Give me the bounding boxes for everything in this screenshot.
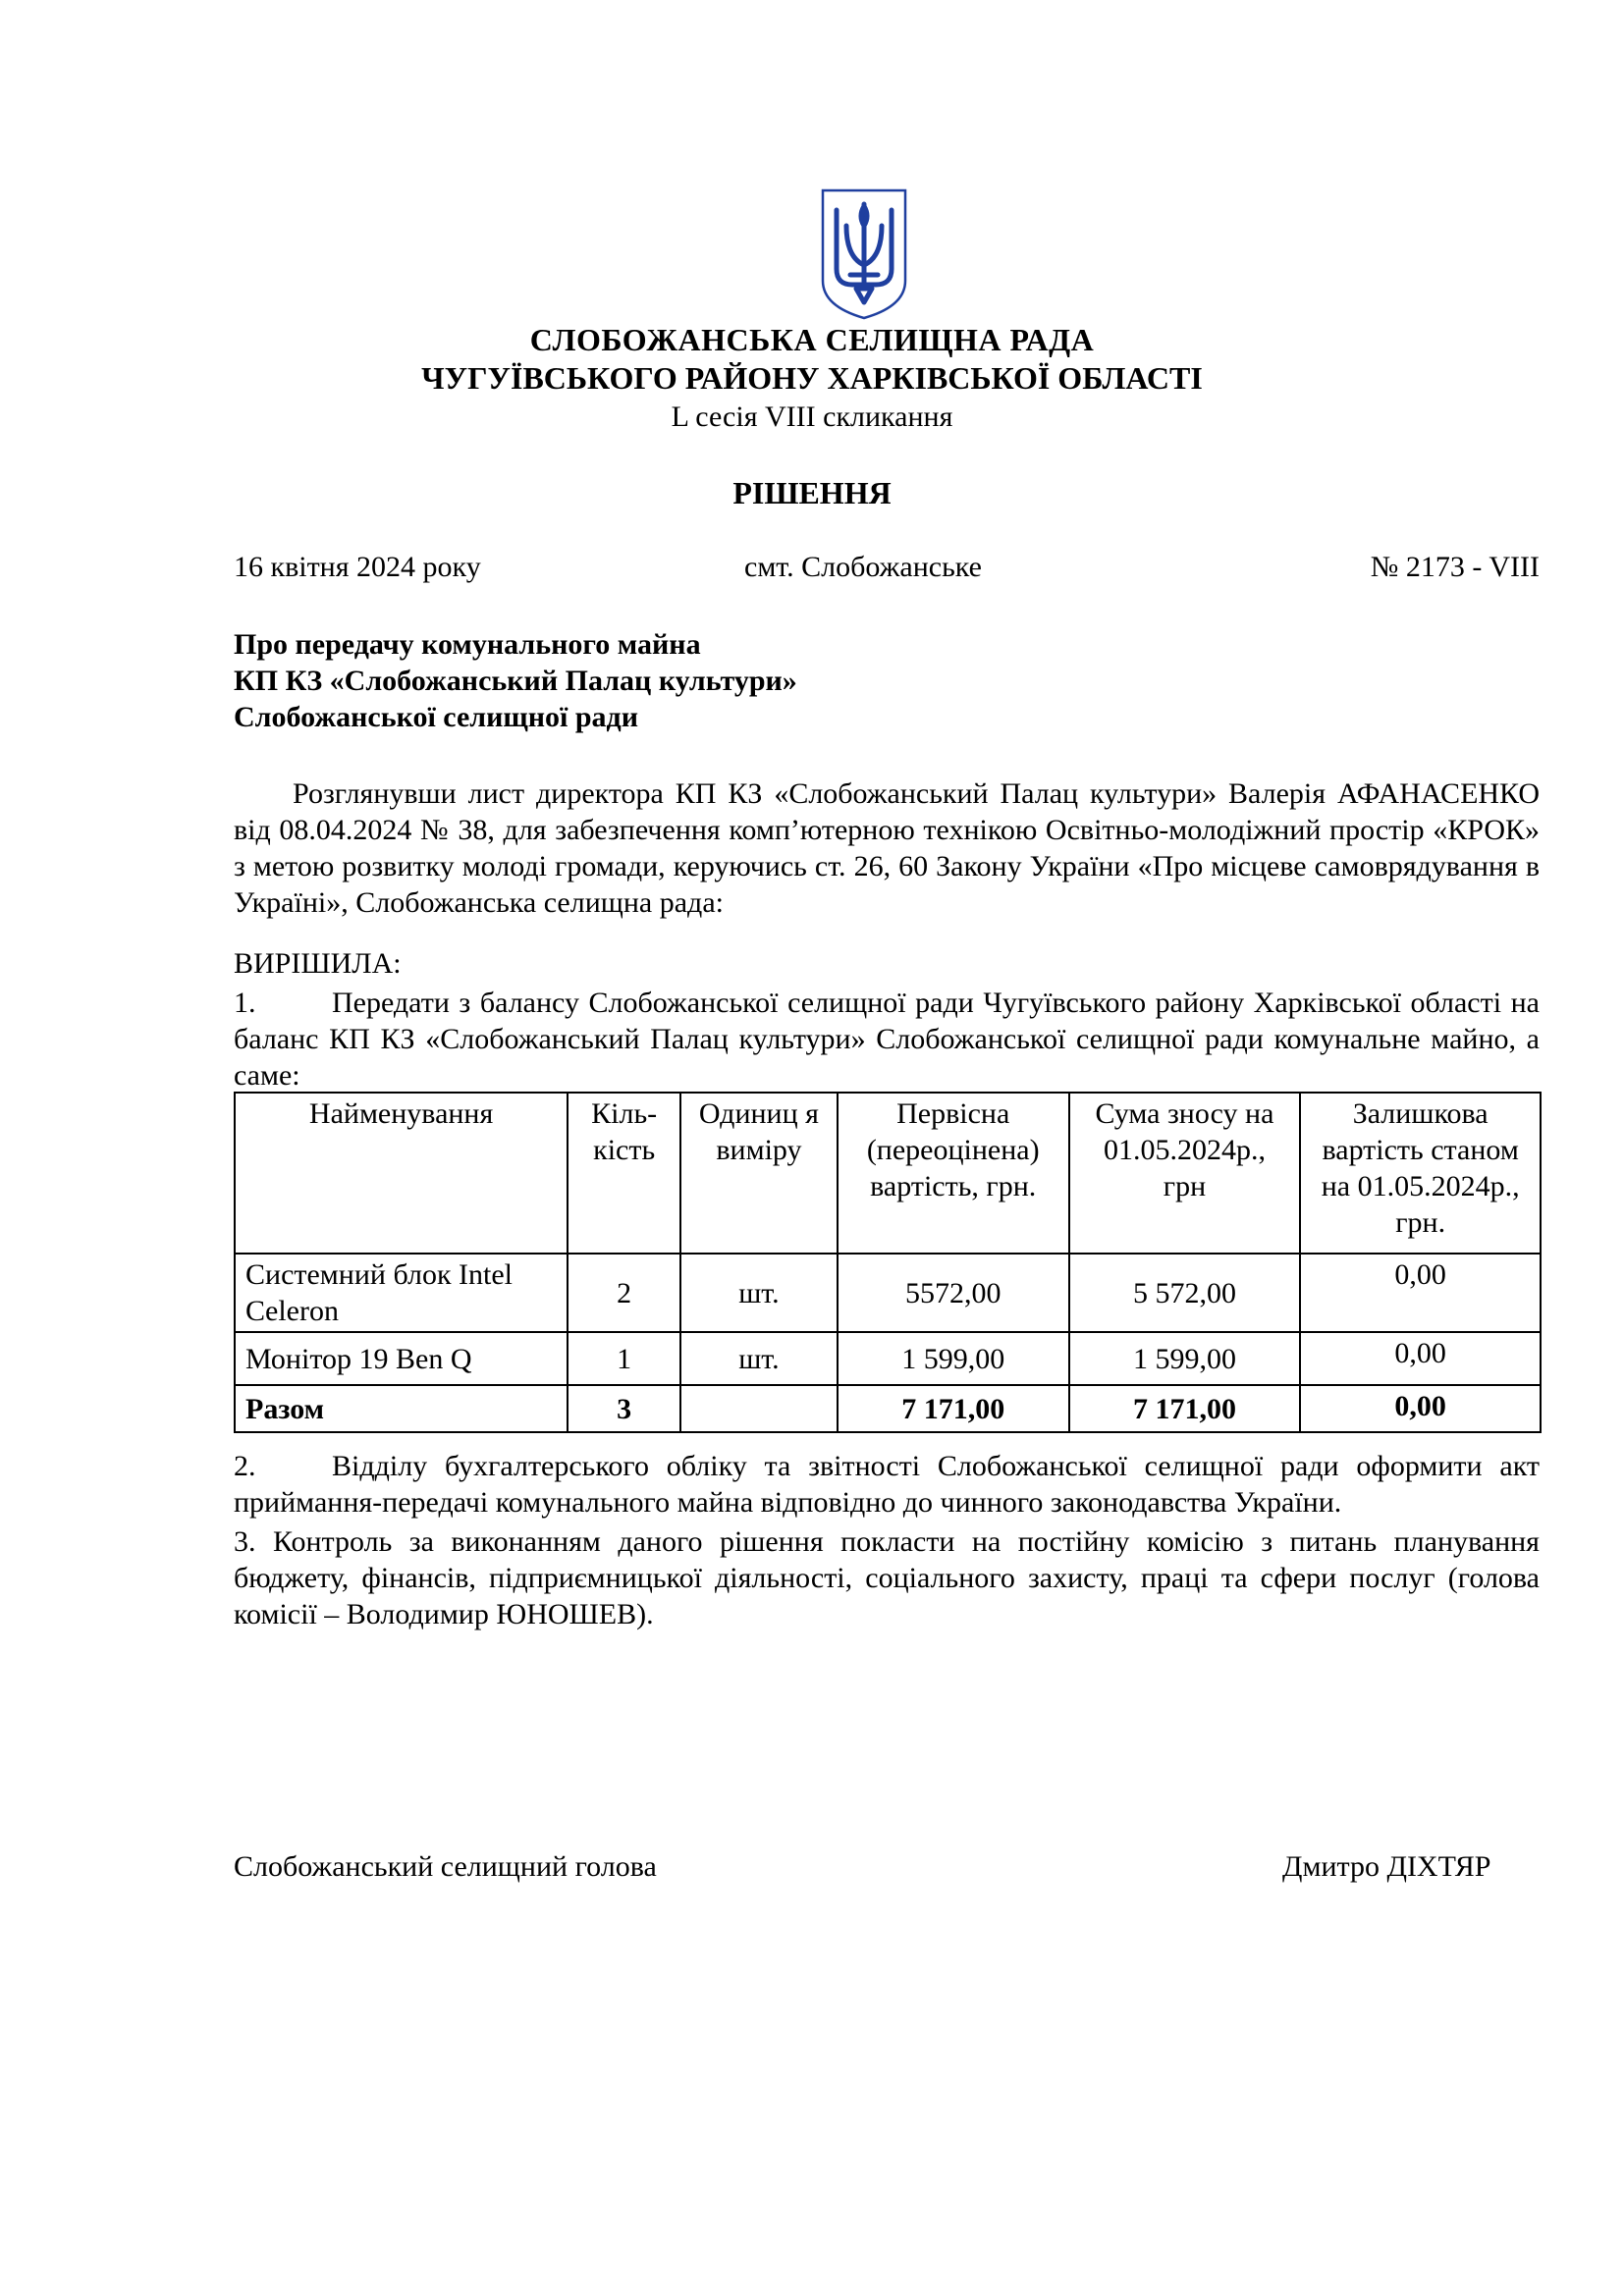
decision-place: смт. Слобожанське xyxy=(744,551,982,583)
council-name: СЛОБОЖАНСЬКА СЕЛИЩНА РАДА xyxy=(529,322,1095,357)
asset-qty: 2 xyxy=(568,1254,680,1332)
document-type: РІШЕННЯ xyxy=(732,475,892,510)
decided-heading: ВИРІШИЛА: xyxy=(234,947,402,980)
column-header: Сума зносу на 01.05.2024р., грн xyxy=(1069,1093,1301,1254)
asset-unit: шт. xyxy=(680,1254,838,1332)
intro-paragraph: Розглянувши лист директора КП КЗ «Слобожанський Палац культури» Валерія АФАНАСЕНКО від 08.04.2024 № 38, для забезпечення комп’ютерною технікою Освітньо-молодіжний простір «КРОК» з метою розвитку молоді громади, керуючись ст. 26, 60 Закону України «Про місцеве самоврядування в Україні», Слобожанська селищна рада: xyxy=(234,777,1540,919)
column-header: Одиниц я виміру xyxy=(680,1093,838,1254)
column-header: Кіль-кість xyxy=(568,1093,680,1254)
total-qty: 3 xyxy=(568,1385,680,1432)
subject-line: Слобожанської селищної ради xyxy=(234,701,639,733)
table-row xyxy=(235,1332,1541,1385)
asset-unit: шт. xyxy=(680,1332,838,1385)
column-header: Найменування xyxy=(235,1093,568,1254)
assets-table xyxy=(234,1092,1542,1433)
district-name: ЧУГУЇВСЬКОГО РАЙОНУ ХАРКІВСЬКОЇ ОБЛАСТІ xyxy=(421,360,1203,396)
decision-item-3: 3. Контроль за виконанням даного рішення покласти на постійну комісію з питань планування бюджету, фінансів, підприємницької діяльності, соціального захисту, праці та сфери послуг (голова комісії – Володимир ЮНОШЕВ). xyxy=(234,1525,1540,1630)
item-text: Передати з балансу Слобожанської селищної ради Чугуївського району Харківської області на баланс КП КЗ «Слобожанський Палац культури» Слобожанської селищної ради комунальне майно, а саме: xyxy=(234,987,1540,1092)
total-initial-value: 7 171,00 xyxy=(838,1385,1069,1432)
decision-number: № 2173 - VIII xyxy=(1370,551,1540,583)
asset-initial-value: 5572,00 xyxy=(838,1254,1069,1332)
decision-date: 16 квітня 2024 року xyxy=(234,551,481,583)
total-label: Разом xyxy=(235,1385,568,1432)
table-header-row xyxy=(235,1093,1541,1254)
asset-initial-value: 1 599,00 xyxy=(838,1332,1069,1385)
subject-line: Про передачу комунального майна xyxy=(234,628,701,661)
item-number: 1. xyxy=(234,987,256,1019)
item-number: 2. xyxy=(234,1450,256,1482)
table-row xyxy=(235,1254,1541,1332)
asset-qty: 1 xyxy=(568,1332,680,1385)
date-place-number-line xyxy=(234,551,1540,590)
decision-item-1 xyxy=(234,985,1540,1094)
asset-residual-value: 0,00 xyxy=(1300,1254,1541,1332)
signatory-name: Дмитро ДІХТЯР xyxy=(1282,1850,1491,1883)
total-residual-value: 0,00 xyxy=(1300,1385,1541,1432)
column-header: Первісна (переоцінена) вартість, грн. xyxy=(838,1093,1069,1254)
decision-subject xyxy=(234,626,797,735)
asset-residual-value: 0,00 xyxy=(1300,1332,1541,1385)
asset-depreciation: 1 599,00 xyxy=(1069,1332,1301,1385)
signatory-position: Слобожанський селищний голова xyxy=(234,1850,657,1883)
total-unit xyxy=(680,1385,838,1432)
decision-item-2 xyxy=(234,1448,1540,1521)
item-text: Відділу бухгалтерського обліку та звітності Слобожанської селищної ради оформити акт приймання-передачі комунального майна відповідно до чинного законодавства України. xyxy=(234,1450,1540,1519)
asset-name: Системний блок Intel Celeron xyxy=(235,1254,568,1332)
asset-depreciation: 5 572,00 xyxy=(1069,1254,1301,1332)
subject-line: КП КЗ «Слобожанський Палац культури» xyxy=(234,665,797,697)
session-label: L сесія VIII скликання xyxy=(671,400,953,433)
asset-name: Монітор 19 Ben Q xyxy=(235,1332,568,1385)
column-header: Залишкова вартість станом на 01.05.2024р., грн. xyxy=(1300,1093,1541,1254)
table-total-row xyxy=(235,1385,1541,1432)
total-depreciation: 7 171,00 xyxy=(1069,1385,1301,1432)
ukraine-trident-emblem-icon xyxy=(817,187,911,322)
